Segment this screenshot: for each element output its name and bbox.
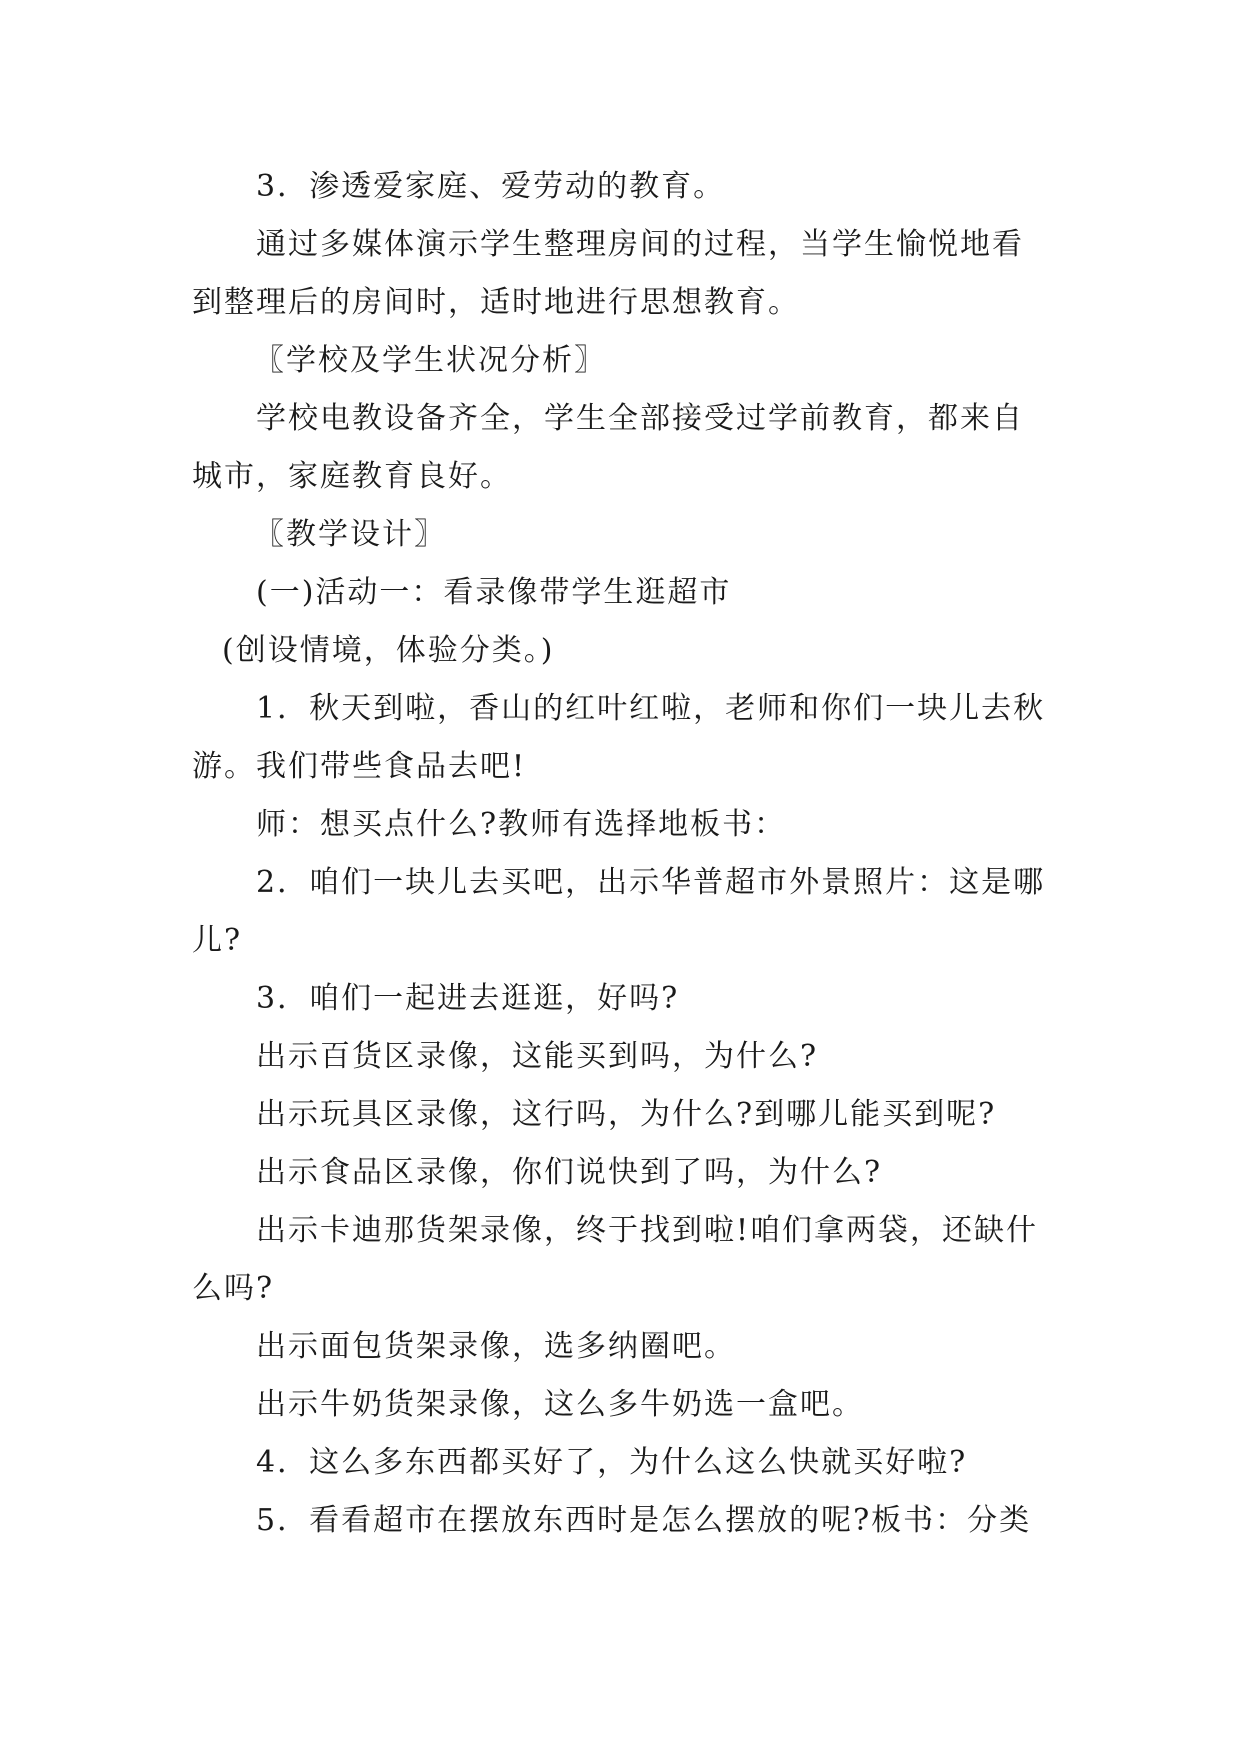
- paragraph-step-1: 1．秋天到啦，香山的红叶红啦，老师和你们一块儿去秋游。我们带些食品去吧!: [192, 691, 1046, 784]
- paragraph-teacher-question: 师：想买点什么?教师有选择地板书：: [256, 807, 787, 842]
- section-heading-school-analysis: 〖学校及学生状况分析〗: [254, 343, 606, 378]
- paragraph-step-3: 3．咱们一起进去逛逛，好吗?: [256, 981, 680, 1016]
- activity-one-subtitle: (创设情境，体验分类。): [222, 633, 555, 668]
- paragraph-school-analysis: 学校电教设备齐全，学生全部接受过学前教育，都来自城市，家庭教育良好。: [192, 401, 1024, 494]
- activity-one-title: (一)活动一：看录像带学生逛超市: [256, 575, 732, 610]
- paragraph-toy-area: 出示玩具区录像，这行吗，为什么?到哪儿能买到呢?: [256, 1097, 997, 1132]
- paragraph-step-4: 4．这么多东西都买好了，为什么这么快就买好啦?: [256, 1445, 968, 1480]
- paragraph-step-5: 5．看看超市在摆放东西时是怎么摆放的呢?板书：分类: [256, 1503, 1032, 1538]
- paragraph-milk-shelf: 出示牛奶货架录像，这么多牛奶选一盒吧。: [256, 1387, 864, 1422]
- paragraph-bread-shelf: 出示面包货架录像，选多纳圈吧。: [256, 1329, 736, 1364]
- paragraph-step-2: 2．咱们一块儿去买吧，出示华普超市外景照片：这是哪儿?: [192, 865, 1046, 958]
- paragraph-multimedia: 通过多媒体演示学生整理房间的过程，当学生愉悦地看到整理后的房间时，适时地进行思想教育。: [192, 227, 1024, 320]
- document-body: [192, 158, 1050, 1550]
- paragraph-general-area: 出示百货区录像，这能买到吗，为什么?: [256, 1039, 819, 1074]
- paragraph-cardina-shelf: 出示卡迪那货架录像，终于找到啦!咱们拿两袋，还缺什么吗?: [192, 1213, 1039, 1306]
- paragraph-item-3: 3．渗透爱家庭、爱劳动的教育。: [256, 169, 726, 204]
- paragraph-food-area: 出示食品区录像，你们说快到了吗，为什么?: [256, 1155, 883, 1190]
- section-heading-teaching-design: 〖教学设计〗: [254, 517, 446, 552]
